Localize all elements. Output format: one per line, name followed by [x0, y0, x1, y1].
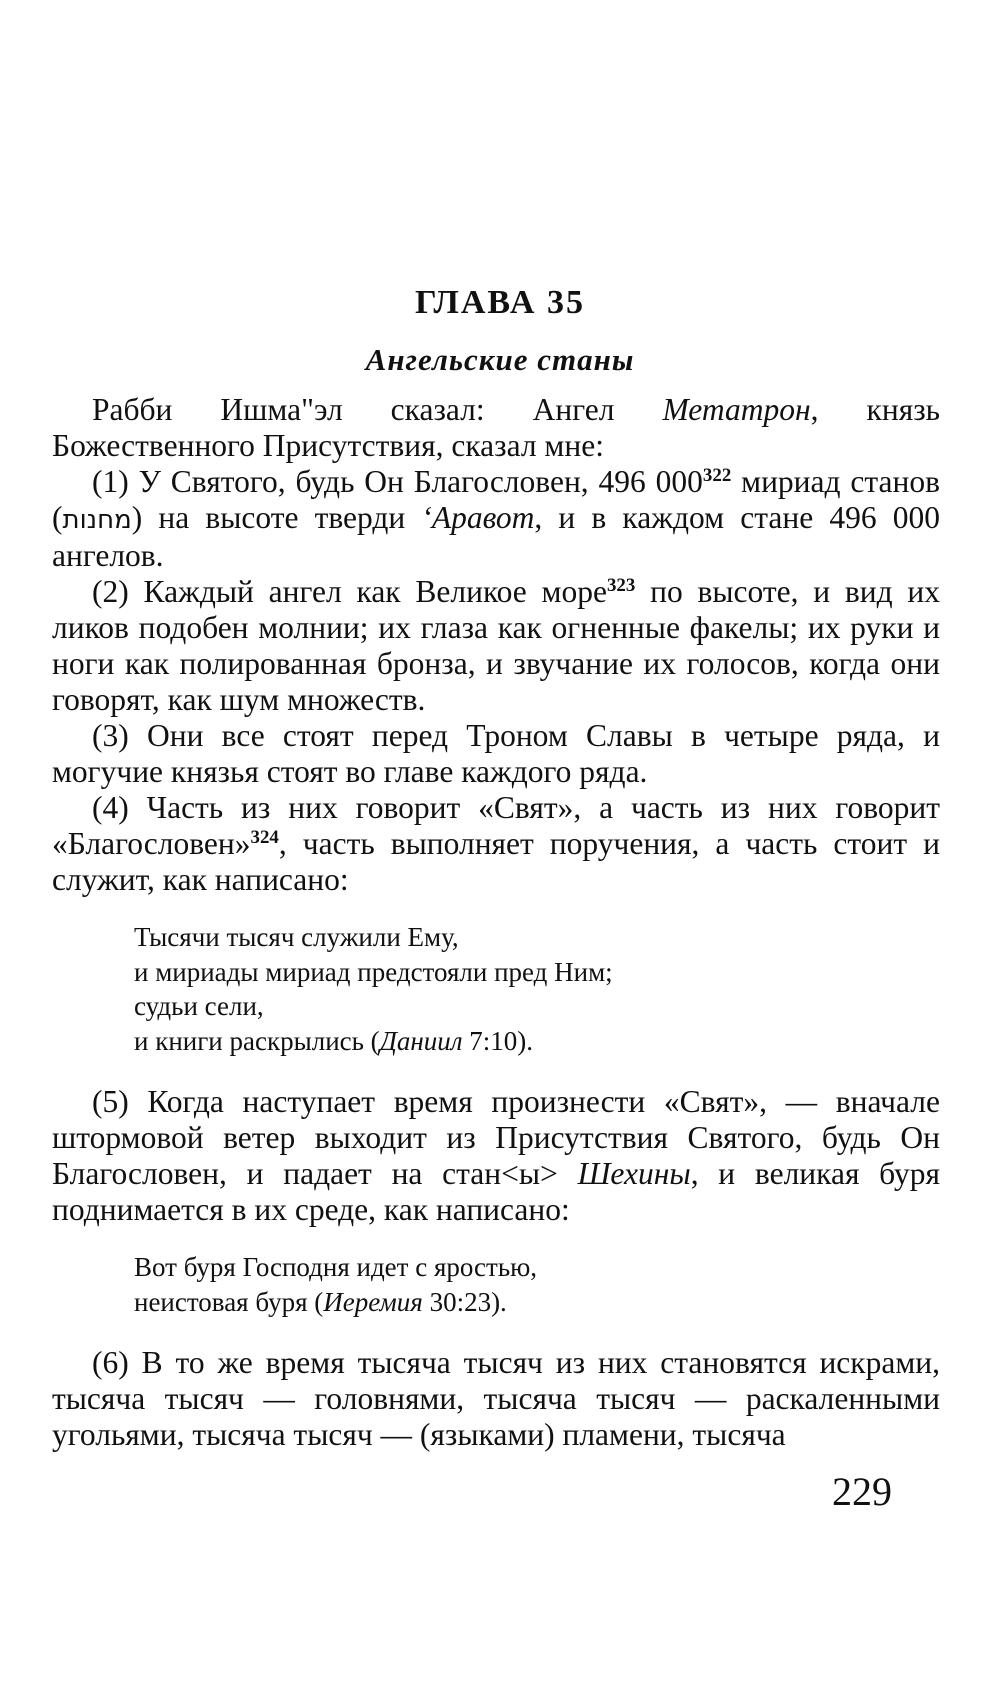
- p5-text: (5) Когда наступает время произнести «Свят», — вначале штормовой ветер выходит из Присутствия Святого, будь Он Благословен, и падает на стан<ы>: [52, 1084, 940, 1191]
- intro-text: Рабби Ишма"эл сказал: Ангел: [92, 392, 663, 427]
- shekhina-name: Шехины: [577, 1156, 691, 1191]
- footnote-ref-322: 322: [702, 465, 732, 486]
- paragraph-2: [52, 574, 940, 718]
- intro-paragraph: [52, 392, 940, 464]
- verse-line: [134, 1024, 940, 1059]
- p4-text-2: , часть выполняет поручения, а часть стоит и служит, как написано:: [52, 826, 940, 897]
- p5-text-2: , и великая буря поднимается в их среде, как написано:: [52, 1156, 941, 1227]
- paragraph-3: (3) Они все стоят перед Троном Славы в четыре ряда, и могучие князья стоят во главе каждого ряда.: [52, 718, 940, 789]
- paragraph-5: [52, 1084, 940, 1228]
- verse-line: и мириады мириад предстояли пред Ним;: [134, 956, 613, 987]
- metatron-name: Метатрон: [662, 392, 811, 427]
- verse-line: Тысячи тысяч служили Ему,: [134, 922, 459, 952]
- p1-text: (1) У Святого, будь Он Благословен, 496 000: [92, 464, 703, 499]
- p4-text: (4) Часть из них говорит «Свят», а часть из них говорит «Благословен»: [52, 790, 940, 861]
- intro-text-end: , князь Божественного Присутствия, сказал мне:: [52, 392, 940, 463]
- verse-quote-jeremiah: [134, 1250, 940, 1319]
- p2-text-2: по высоте, и вид их ликов подобен молнии; их глаза как огненные факелы; их руки и ноги как полированная бронза, и звучание их голосов, когда они говорят, как шум множеств.: [52, 574, 941, 717]
- paragraph-4: [52, 790, 940, 898]
- aravot-name: ‘Аравот: [421, 500, 535, 535]
- verse-text: и книги раскрылись (: [134, 1025, 380, 1056]
- p2-text: (2) Каждый ангел как Великое море: [92, 574, 607, 609]
- verse-text: неистовая буря (: [134, 1286, 324, 1317]
- verse-source: Иеремия: [323, 1286, 423, 1317]
- page-number: 229: [832, 1469, 892, 1514]
- paragraph-6: (6) В то же время тысяча тысяч из них становятся искрами, тысяча тысяч — головнями, тысяча тысяч — раскаленными угольями, тысяча тысяч — (языками) пламени, тысяча: [52, 1345, 940, 1452]
- paragraph-1: [52, 464, 940, 574]
- verse-ref: 7:10).: [462, 1025, 534, 1056]
- verse-line: [134, 1285, 940, 1320]
- verse-quote-daniel: [134, 920, 940, 1058]
- verse-source: Даниил: [379, 1025, 463, 1056]
- chapter-title: ГЛАВА 35: [415, 284, 585, 321]
- p1-text-3: ) на высоте тверди: [131, 500, 422, 535]
- chapter-subtitle: Ангельские станы: [365, 342, 635, 377]
- footnote-ref-324: 324: [250, 827, 279, 848]
- verse-line: Вот буря Господня идет с яростью,: [134, 1252, 538, 1282]
- hebrew-word: מחנות: [62, 505, 132, 535]
- verse-line: судьи сели,: [134, 991, 264, 1021]
- body-text: [52, 392, 940, 1453]
- verse-ref: 30:23).: [422, 1286, 507, 1317]
- footnote-ref-323: 323: [606, 575, 636, 596]
- p1-text-2: мириад станов (: [52, 464, 941, 535]
- p1-text-4: , и в каждом стане 496 000 ангелов.: [52, 500, 940, 573]
